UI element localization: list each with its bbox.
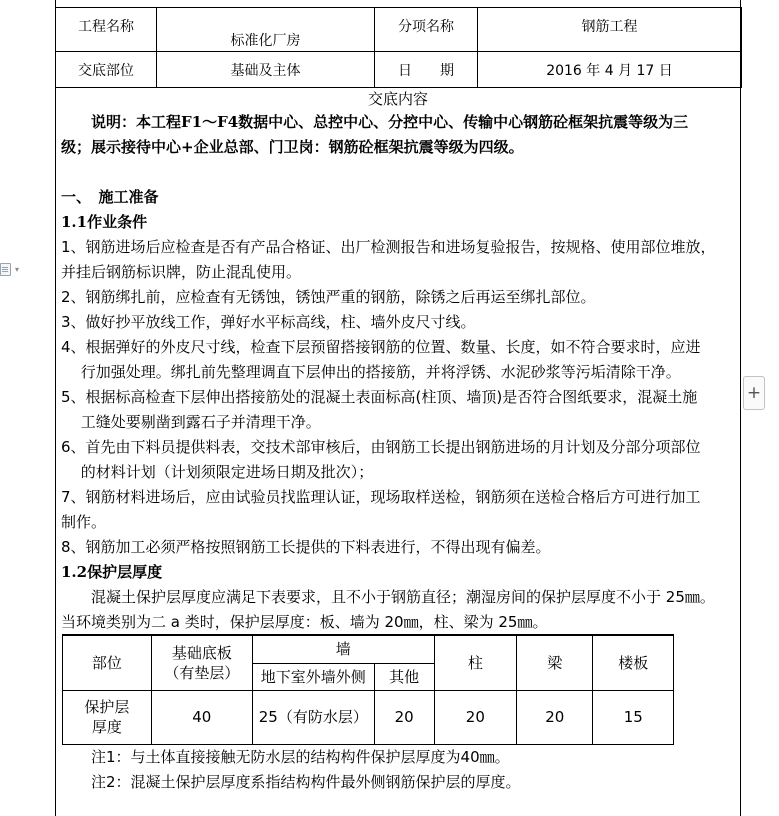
header-part: 部位 [63, 635, 152, 690]
section-heading: 一、 施工准备 [61, 188, 159, 206]
cell-slab: 15 [593, 690, 674, 744]
sub-item-label: 分项名称 [375, 8, 478, 52]
list-item: 工缝处要剔凿到露石子并清理干净。 [61, 413, 321, 431]
list-item: 3、做好抄平放线工作，弹好水平标高线，柱、墙外皮尺寸线。 [61, 313, 476, 331]
project-name-value: 标准化厂房 [157, 8, 375, 52]
paragraph: 当环境类别为二 a 类时，保护层厚度：板、墙为 20㎜，柱、梁为 25㎜。 [61, 613, 548, 631]
document-icon [0, 263, 11, 276]
header-beam: 梁 [517, 635, 593, 690]
paragraph: 混凝土保护层厚度应满足下表要求，且不小于钢筋直径；潮湿房间的保护层厚度不小于 25㎜。 [61, 588, 715, 606]
list-item: 行加强处理。绑扎前先整理调直下层伸出的搭接筋，并将浮锈、水泥砂浆等污垢清除干净。 [61, 363, 681, 381]
note-line-1: 说明：本工程F1～F4数据中心、总控中心、分控中心、传输中心钢筋砼框架抗震等级为三 [61, 113, 689, 131]
cell-wall-other: 20 [374, 690, 434, 744]
header-base-slab [151, 635, 252, 690]
list-item: 1、钢筋进场后应检查是否有产品合格证、出厂检测报告和进场复验报告，按规格、使用部位堆放， [61, 238, 716, 256]
row-label [63, 690, 152, 744]
note-line-2: 级；展示接待中心+企业总部、门卫岗：钢筋砼框架抗震等级为四级。 [61, 138, 524, 156]
cell-base-slab: 40 [151, 690, 252, 744]
cell-wall-basement: 25（有防水层） [252, 690, 374, 744]
header-wall-basement: 地下室外墙外侧 [252, 663, 374, 690]
header-wall: 墙 [252, 635, 434, 663]
protective-layer-table [62, 634, 674, 745]
list-item: 4、根据弹好的外皮尺寸线，检查下层预留搭接钢筋的位置、数量、长度，如不符合要求时，应进 [61, 338, 701, 356]
cell-column: 20 [434, 690, 517, 744]
header-base-slab-line2: （有垫层） [164, 663, 240, 682]
document-menu-icon[interactable] [0, 262, 22, 276]
row-label-line2: 厚度 [91, 718, 122, 736]
list-item: 制作。 [61, 513, 107, 531]
list-item: 并挂后钢筋标识牌，防止混乱使用。 [61, 263, 302, 281]
list-item: 2、钢筋绑扎前，应检查有无锈蚀，锈蚀严重的钢筋，除锈之后再运至绑扎部位。 [61, 288, 596, 306]
handover-part-value: 基础及主体 [157, 52, 375, 88]
content-title: 交底内容 [367, 90, 428, 108]
page-border-left [55, 0, 56, 816]
cell-beam: 20 [517, 690, 593, 744]
table-note: 注1：与土体直接接触无防水层的结构构件保护层厚度为40㎜。 [61, 748, 510, 766]
header-table [55, 7, 742, 88]
header-base-slab-line1: 基础底板 [171, 643, 232, 662]
list-item: 6、首先由下料员提供料表，交技术部审核后，由钢筋工长提出钢筋进场的月计划及分部分项部位 [61, 438, 701, 456]
header-slab: 楼板 [593, 635, 674, 690]
header-column: 柱 [434, 635, 517, 690]
date-label: 日 期 [375, 52, 478, 88]
list-item: 7、钢筋材料进场后，应由试验员找监理认证，现场取样送检，钢筋须在送检合格后方可进行加工 [61, 488, 701, 506]
table-note: 注2：混凝土保护层厚度系指结构构件最外侧钢筋保护层的厚度。 [61, 773, 521, 791]
caret-down-icon: ▾ [15, 264, 20, 274]
list-item: 5、根据标高检查下层伸出搭接筋处的混凝土表面标高(柱顶、墙顶)是否符合图纸要求，混凝土施 [61, 388, 698, 406]
add-button[interactable]: + [743, 376, 765, 410]
row-label-line1: 保护层 [84, 698, 130, 716]
subsection-heading: 1.1作业条件 [61, 213, 148, 231]
project-name-label: 工程名称 [56, 8, 157, 52]
list-item: 8、钢筋加工必须严格按照钢筋工长提供的下料表进行，不得出现有偏差。 [61, 538, 551, 556]
subsection-heading: 1.2保护层厚度 [61, 563, 163, 581]
header-wall-other: 其他 [374, 663, 434, 690]
sub-item-value: 钢筋工程 [478, 8, 742, 52]
date-value: 2016 年 4 月 17 日 [478, 52, 742, 88]
list-item: 的材料计划（计划须限定进场日期及批次）； [61, 463, 374, 481]
handover-part-label: 交底部位 [56, 52, 157, 88]
